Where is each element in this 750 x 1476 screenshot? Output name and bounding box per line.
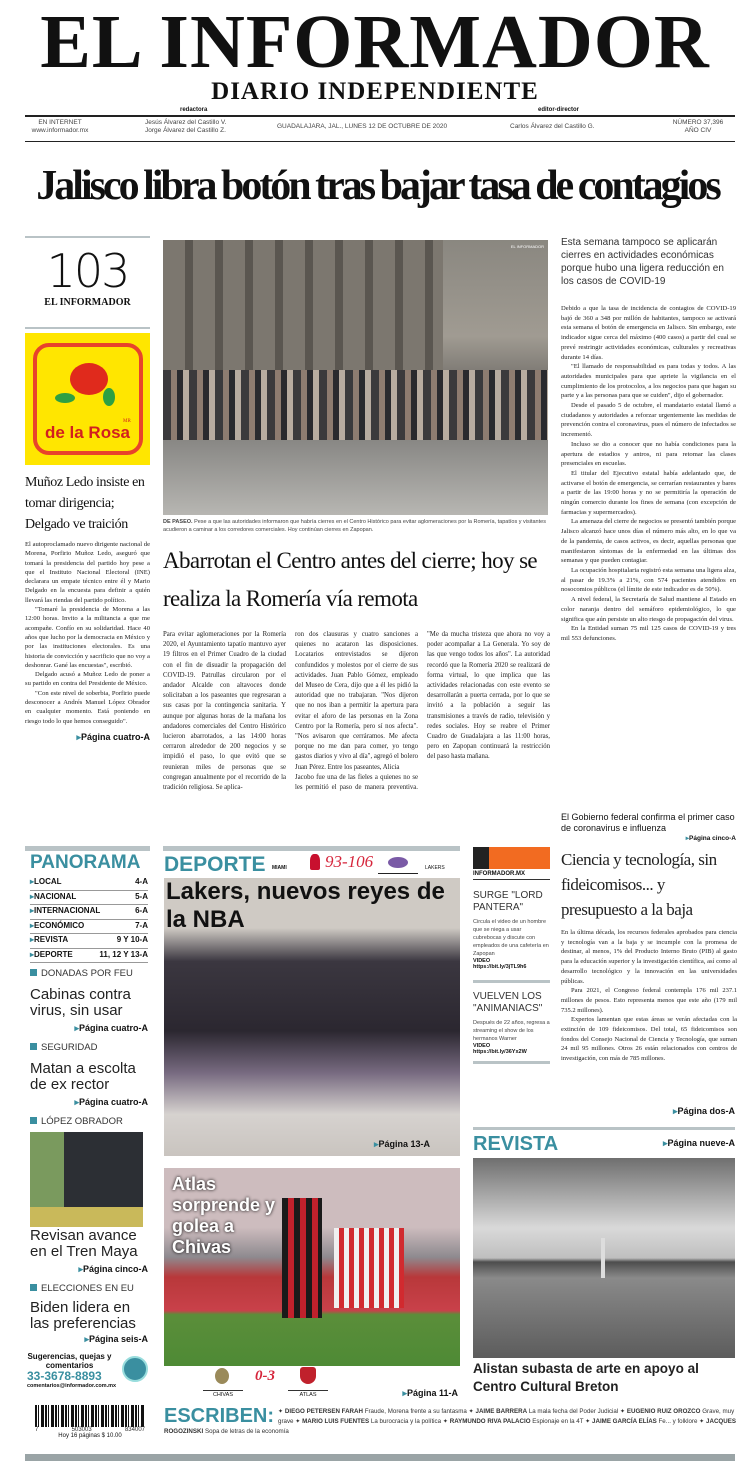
informador-mx: INFORMADOR.MX SURGE "LORD PANTERA" Circula el video de un hombre que se niega a usar cubrebocas y discute con empleados de una cafetería en Zapopan VIDEO https://bit.ly/3jTL9h6 VUELVEN LOS "ANIMANIACS" Después de 22 años, regresa a streaming el show de los hermanos Warner VIDEO https://bit.ly/36Yx2W: [473, 847, 550, 1064]
team-atlas: ATLAS: [288, 1390, 328, 1398]
revista-photo: [473, 1158, 735, 1358]
main-headline: Jalisco libra botón tras bajar tasa de contagios: [36, 163, 719, 209]
brief: LÓPEZ OBRADOR Revisan avance en el Tren Maya ▸ Página cinco-A: [30, 1116, 148, 1275]
page-ref[interactable]: ▸ Página cuatro-A: [30, 1097, 148, 1108]
founder: Jorge Álvarez del Castillo Z.: [145, 127, 226, 134]
index-row[interactable]: ▸ REVISTA 9 Y 10-A: [30, 934, 148, 949]
index-row[interactable]: ▸ NACIONAL 5-A: [30, 891, 148, 906]
rose-icon: [70, 363, 108, 395]
email[interactable]: comentarios@informador.com.mx: [27, 1383, 117, 1389]
index-row[interactable]: ▸ INTERNACIONAL 6-A: [30, 905, 148, 920]
team-lakers: LAKERS: [425, 865, 445, 871]
info-bar: [25, 119, 735, 139]
centro-photo: EL INFORMADOR: [163, 240, 548, 515]
ciencia-headline[interactable]: Ciencia y tecnología, sin fideicomisos... y presupuesto a la baja: [561, 850, 717, 919]
phone-icon: [122, 1356, 148, 1382]
page-ref[interactable]: ▸ Página cinco-A: [561, 834, 736, 842]
atlas-logo-icon: [300, 1367, 316, 1384]
columnist[interactable]: ✦ JAIME BARRERA La mala fecha del Poder Judicial: [468, 1408, 619, 1415]
center-body: Para evitar aglomeraciones por la Romería 2020, el Ayuntamiento tapatío mantuvo ayer 19 filtros en el Primer Cuadro de la ciudad con el fin de disuadir la propagación del COVID-19. Patrullas circularon por el andador Alcalde con altavoces donde solicitaban a los paseantes que regresaran a sus casas por la contingencia sanitaria. Y aunque por algunas horas de la mañana los andadores comerciales del Centro Histórico lucieron abarrotados, a las 14:00 horas cerraron alrededor de 200 negocios y se impidió el paso, lo que evitó que se reunieran miles de personas que se congregan anualmente por el recorrido de la tradición religiosa. Se aplica- ron dos clausuras y cuatro sanciones a quienes no acataron las disposiciones. Locatarios entrevistados se dijeron confundidos y molestos por el cierre de sus actividades. Juan Pablo Gómez, empleado del Museo de Cera, dijo que a él les pidió la autoridad que no trabajaran. "Nos dijeron que no nos iban a permitir la apertura para evitar el aforo de las personas en la Zona Centro por la Romería, pero sí nos afecta". "Nos avisaron que cerráramos. Me afecta porque no me dan para comer, yo tengo gastos diarios y vivo al día", agregó el bolero Juan Pérez. Entre los paseantes, Alicia Jacobo fue una de las fieles a quienes no se les permitió el paso de manera preventiva. "Me da mucha tristeza que ahora no voy a poder acompañar a La Generala. Yo soy de las que vengo todos los años". La autoridad recordó que la Romería 2020 se realizará de forma virtual, lo que implica que las actividades relacionadas con este evento se desarrollarán a puerta cerrada, por lo que se invitó a la población a seguir las transmisiones a través de radio, televisión y redes sociales. Hoy se reabre el Primer Cuadro de Guadalajara a las 11:00 horas, pero en Zapopan continuará la restricción del paso hasta mañana.: [163, 631, 550, 792]
index-row[interactable]: ▸ LOCAL 4-A: [30, 876, 148, 891]
video-link[interactable]: https://bit.ly/3jTL9h6: [473, 964, 527, 970]
atlas-headline[interactable]: Atlas sorprende y golea a Chivas: [172, 1174, 276, 1257]
anniversary-logo: 103 EL INFORMADOR: [44, 244, 131, 308]
columnist[interactable]: ✦ RAYMUNDO RIVA PALACIO Espionaje en la 4T: [442, 1418, 584, 1425]
lakers-logo-icon: [388, 857, 408, 868]
founder: Jesús Álvarez del Castillo V.: [145, 119, 227, 126]
director: Carlos Álvarez del Castillo G.: [510, 123, 595, 130]
lakers-photo: [164, 878, 460, 1156]
brief-headline[interactable]: Cabinas contra virus, sin usar: [30, 986, 131, 1019]
leaf-icon: [103, 388, 115, 406]
page-ref[interactable]: ▸ Página 13-A: [374, 1139, 430, 1150]
index-row[interactable]: ▸ ECONÓMICO 7-A: [30, 920, 148, 935]
video-link[interactable]: https://bit.ly/36Yx2W: [473, 1049, 527, 1055]
tren-maya-photo: [30, 1132, 143, 1227]
barcode: 7 503003 834007 Hoy 16 páginas $ 10.00: [35, 1405, 145, 1439]
lakers-headline[interactable]: Lakers, nuevos reyes de la NBA: [166, 878, 445, 933]
columnist[interactable]: ✦ DIEGO PETERSEN FARAH Fraude, Morena frente a su fantasma: [278, 1408, 467, 1415]
page-ref[interactable]: ▸ Página cuatro-A: [30, 1023, 148, 1034]
masthead-title: EL INFORMADOR: [40, 0, 710, 84]
page-ref[interactable]: ▸ Página nueve-A: [600, 1138, 735, 1149]
columnist[interactable]: ✦ EUGENIO RUIZ OROZCO Grave, muy grave: [278, 1408, 735, 1425]
nba-score: 93-106: [325, 852, 374, 871]
internet-label: EN INTERNET: [38, 119, 82, 126]
atlas-photo: [164, 1168, 460, 1366]
brief: ELECCIONES EN EU Biden lidera en las preferencias ▸ Página seis-A: [30, 1283, 148, 1345]
columnist[interactable]: ✦ JAIME GARCÍA ELÍAS Fe... y folklore: [585, 1418, 698, 1425]
masthead-subtitle: DIARIO INDEPENDIENTE: [211, 78, 539, 105]
atlas-score: 0-3: [255, 1368, 275, 1384]
team-chivas: CHIVAS: [203, 1390, 243, 1398]
panorama-index: [30, 876, 148, 963]
brief-headline[interactable]: Biden lidera en las preferencias: [30, 1299, 136, 1332]
columnist[interactable]: ✦ JACQUES ROGOZINSKI Sopa de letras de la economía: [164, 1418, 736, 1435]
website-link[interactable]: www.informador.mx: [31, 127, 89, 134]
right-body: Debido a que la tasa de incidencia de contagios de COVID-19 bajó de 360 a 348 por millón de habitantes, tampoco se activará esta semana el botón de emergencia en Jalisco. Sin embargo, este indicador sigue cerca del máximo (400 casos) a partir del cual se prevé restringir actividades económicas, culturales y recreativas durante 14 días. "El llamado de responsabilidad es para todas y todos. A las autoridades municipales para que apriete la vigilancia en el cumplimiento de los protocolos, a los negocios para que hagan su parte y a las personas para que se cuiden", dijo el gobernador. Desde el pasado 5 de octubre, el mandatario estatal llamó a ciudadanos y autoridades a reforzar urgentemente las medidas de prevención contra el coronavirus, pues el número de infectados se incrementó. Incluso se dio a conocer que no había condiciones para la apertura de estadios y antros, ni para retomar las clases presenciales en escuelas. El titular del Ejecutivo estatal había adelantado que, de activarse el botón de emergencia, se cerrarían restaurantes y bares a partir de las 19:00 horas y no se permitiría la operación de ningún comercio durante los fines de semana (con excepción de farmacias y supermercados). La amenaza del cierre de negocios se presentó también porque Jalisco alcanzó hace unos días el número más alto, en lo que va de la pandemia, de casos activos, es decir, aquellas personas que manifestaron síntomas de la enfermedad en las últimas dos semanas y que pueden contagiar. La ocupación hospitalaria registró esta semana una ligera alza, al pasar de 19.3% a 21%, con 574 pacientes atendidos en nosocomios públicos (el límite de este indicador es de 50%). A nivel federal, la Secretaría de Salud mantiene al Estado en color naranja dentro del semáforo epidemiológico, lo que significa que aún persiste un alto riesgo de propagación del virus. En la Entidad suman 75 mil 125 casos de COVID-19 y tres mil 553 defunciones.: [561, 305, 736, 642]
escriben: ESCRIBEN: ✦ DIEGO PETERSEN FARAH Fraude, Morena frente a su fantasma ✦ JAIME BARRERA La mala fecha del Poder Judicial ✦ EUGENIO RUIZ OROZCO Grave, muy grave ✦ MARIO LUIS FUENTES La burocracia y la política ✦ RAYMUNDO RIVA PALACIO Espionaje en la 4T ✦ JAIME GARCÍA ELÍAS Fe... y folklore ✦ JACQUES ROGOZINSKI Sopa de letras de la economía: [164, 1405, 736, 1435]
left-story: Muñoz Ledo insiste en tomar dirigencia; Delgado ve traición El autoproclamado nuevo dirigente nacional de Morena, Porfirio Muñoz Ledo, aseguró que tomará la presidencia del partido hoy pese a que el Instituto Nacional Electoral (INE) declarara un empate técnico entre él y Mario Delgado en la encuesta para definir a quién llevará las riendas del partido político. "Tomaré la presidencia de Morena a las 12:00 horas. Invito a la militancia a que me acompañe. Confío en su solidaridad. Hace 40 años que lucho por la democracia en México y por las instituciones electorales. Es una historia de convicción y sacrificio que no voy a deshonrar. Gané las encuestas", escribió. Delgado acusó a Muñoz Ledo de poner a su partido en contra del Presidente de México. "Con este nivel de soberbia, Porfirio puede desconocer a Andrés Manuel López Obrador en cualquier momento. Está poniendo en riesgo todo lo que hemos conseguido". ▸ Página cuatro-A: [25, 472, 150, 743]
dateline: GUADALAJARA, JAL., LUNES 12 DE OCTUBRE DE 2020: [277, 123, 448, 130]
brief: DONADAS POR FEU Cabinas contra virus, sin usar ▸ Página cuatro-A: [30, 968, 148, 1034]
page-ref[interactable]: ▸ Página cuatro-A: [25, 732, 150, 743]
deporte-title: DEPORTE: [164, 853, 266, 876]
heat-logo-icon: [310, 854, 320, 870]
brief-headline[interactable]: Matan a escolta de ex rector: [30, 1060, 136, 1093]
page-ref[interactable]: ▸ Página cinco-A: [30, 1264, 148, 1275]
brief: SEGURIDAD Matan a escolta de ex rector ▸ Página cuatro-A: [30, 1042, 148, 1108]
left-headline[interactable]: Muñoz Ledo insiste en tomar dirigencia; Delgado ve traición: [25, 475, 145, 532]
phone[interactable]: 33-3678-8893: [27, 1369, 102, 1383]
revista-headline[interactable]: Alistan subasta de arte en apoyo al Centro Cultural Breton: [473, 1361, 699, 1394]
page-ref[interactable]: ▸ Página dos-A: [561, 1106, 735, 1117]
page-ref[interactable]: ▸ Página 11-A: [360, 1388, 458, 1399]
brief-headline[interactable]: Revisan avance en el Tren Maya: [30, 1227, 138, 1260]
right-sidebar-link[interactable]: El Gobierno federal confirma el primer caso de coronavirus e influenza: [561, 812, 735, 833]
contact-box: Sugerencias, quejas y comentarios 33-3678-8893 comentarios@informador.com.mx: [27, 1352, 152, 1389]
issue-number: NÚMERO 37,396: [672, 119, 724, 126]
index-row[interactable]: ▸ DEPORTE 11, 12 Y 13-A: [30, 949, 148, 964]
panorama: [30, 852, 148, 963]
right-deck: Esta semana tampoco se aplicarán cierres en actividades económicas porque hubo una ligera reducción en los casos de COVID-19: [561, 237, 724, 287]
center-headline[interactable]: Abarrotan el Centro antes del cierre; hoy se realiza la Romería vía remota: [163, 548, 538, 611]
informador-logo-icon: [473, 847, 489, 869]
ciencia-body: En la última década, los recursos federales aprobados para ciencia y tecnología van a la baja y se incumple con la promesa de destinar, al menos, 1% del Producto Interno Bruto (PIB) al gasto para la educación superior y la investigación científica, así como al desarrollo tecnológico y la innovación en las universidades públicas. Para 2021, el Congreso federal contempla 176 mil 237.1 millones de pesos. Esto representa menos que este año (179 mil 735.2 millones). Expertos lamentan que estas áreas se verán afectadas con la extinción de 109 fideicomisos. Del total, 65 fideicomisos son fondos del Consejo Nacional de Ciencia y Tecnología, que suman 24 mil 95 millones. Otros 26 están relacionados con centros de investigación, con más de 785 millones.: [561, 929, 737, 1063]
panorama-title: PANORAMA: [30, 852, 141, 873]
de-la-rosa-ad[interactable]: de la Rosa MR: [25, 333, 150, 465]
chivas-logo-icon: [215, 1368, 229, 1384]
team-miami: MIAMI: [272, 865, 287, 871]
mx-item-title[interactable]: VUELVEN LOS "ANIMANIACS": [473, 991, 543, 1014]
leaf-icon: [55, 393, 75, 403]
footer-bar: [25, 1454, 735, 1461]
mx-item-title[interactable]: SURGE "LORD PANTERA": [473, 890, 543, 913]
label-left: redactora: [180, 107, 208, 113]
revista-title: REVISTA: [473, 1133, 559, 1155]
year: AÑO CIV: [684, 127, 712, 134]
label-right: editor-director: [538, 107, 580, 113]
photo-caption: DE PASEO. Pese a que las autoridades informaron que habría cierres en el Centro Histórico para evitar aglomeraciones por la Romería, tapatíos y visitantes acudieron a caminar a los corredores comerciales. Hoy continúan cierres en Zapopan.: [163, 519, 546, 533]
price: Hoy 16 páginas $ 10.00: [58, 1433, 122, 1439]
page-ref[interactable]: ▸ Página seis-A: [30, 1334, 148, 1345]
columnist[interactable]: ✦ MARIO LUIS FUENTES La burocracia y la política: [295, 1418, 442, 1425]
